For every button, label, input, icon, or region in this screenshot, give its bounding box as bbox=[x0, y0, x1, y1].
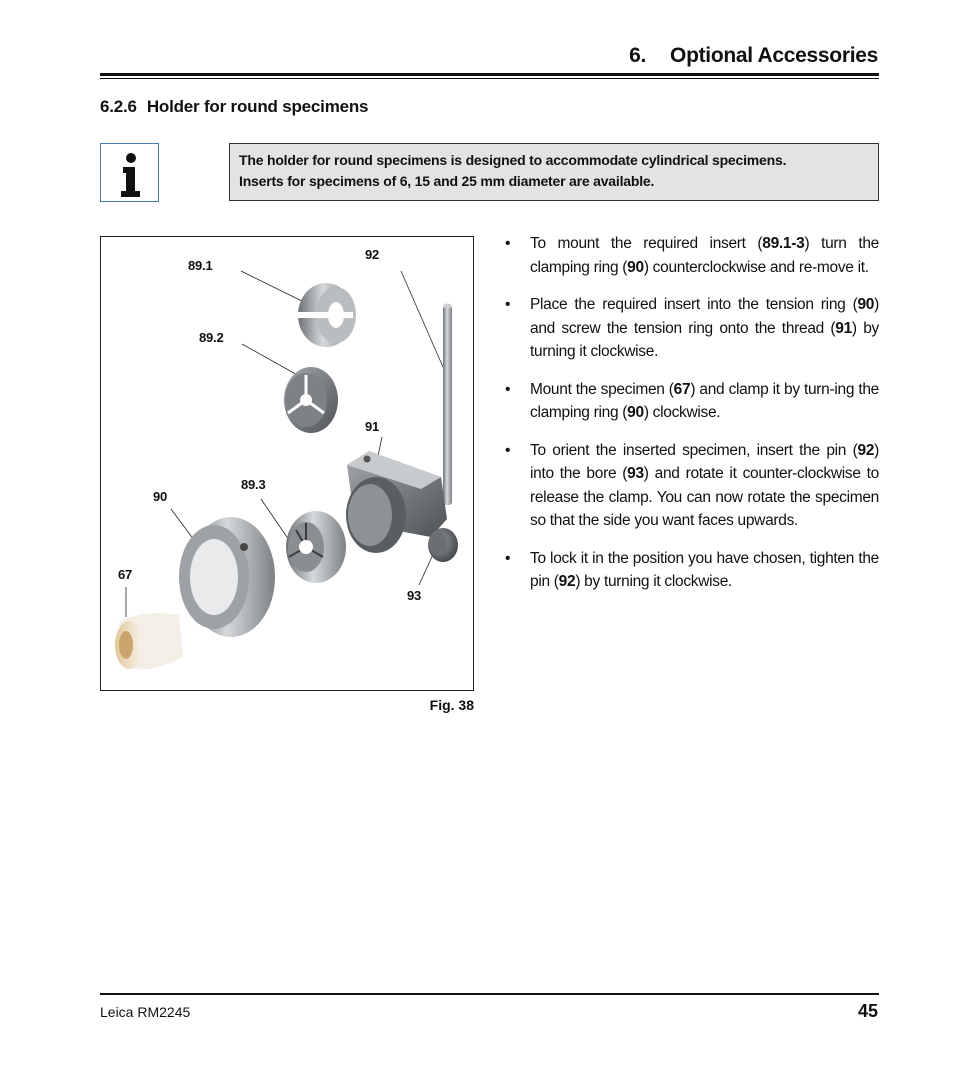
page-number: 45 bbox=[857, 1001, 878, 1021]
chapter-title-text: Optional Accessories bbox=[670, 44, 878, 67]
instruction-text: To lock it in the position you have chosen, tighten the pin ( bbox=[530, 549, 879, 590]
insert-89-1 bbox=[297, 283, 356, 347]
bullet-glyph: • bbox=[505, 441, 511, 459]
instruction-list bbox=[505, 232, 879, 608]
callout-91: 91 bbox=[365, 419, 380, 434]
bullet-glyph: • bbox=[505, 380, 511, 398]
instruction-item bbox=[505, 232, 879, 279]
instruction-text: Place the required insert into the tension ring ( bbox=[530, 296, 858, 313]
chapter-title bbox=[629, 44, 878, 68]
chapter-number: 6. bbox=[629, 44, 647, 67]
header-rule bbox=[100, 73, 879, 76]
reference-number: 89.1-3 bbox=[762, 235, 805, 252]
holder-illustration bbox=[101, 237, 473, 690]
instruction-text: ) turn the clamping ring ( bbox=[530, 235, 879, 276]
tension-ring-90 bbox=[179, 517, 275, 637]
specimen-67 bbox=[115, 613, 183, 669]
info-note-box bbox=[229, 143, 879, 201]
figure-caption: Fig. 38 bbox=[429, 697, 474, 713]
instruction-text: Mount the specimen ( bbox=[530, 380, 674, 398]
instruction-text: ) into the bore ( bbox=[530, 441, 879, 482]
instruction-item bbox=[505, 439, 879, 533]
reference-number: 92 bbox=[558, 573, 576, 590]
bullet-glyph: • bbox=[505, 296, 511, 313]
bullet-glyph: • bbox=[505, 235, 511, 252]
callout-90: 90 bbox=[153, 489, 168, 504]
callout-92: 92 bbox=[365, 247, 380, 262]
reference-number: 90 bbox=[627, 404, 644, 421]
bullet-glyph: • bbox=[505, 549, 511, 567]
instruction-text: To orient the inserted specimen, insert the pin ( bbox=[530, 441, 858, 459]
knob-93 bbox=[428, 528, 458, 562]
info-icon bbox=[100, 143, 159, 202]
leader-lines bbox=[126, 271, 443, 617]
instruction-text: ) by turning it clockwise. bbox=[530, 319, 879, 360]
figure-38 bbox=[100, 236, 474, 691]
section-title: Holder for round specimens bbox=[146, 97, 369, 116]
instruction-text: ) by turning it clockwise. bbox=[575, 573, 733, 590]
callout-89-1: 89.1 bbox=[188, 258, 213, 273]
insert-89-3 bbox=[286, 511, 346, 583]
reference-number: 67 bbox=[673, 380, 691, 398]
pin-92 bbox=[443, 304, 452, 506]
instruction-text: ) and rotate it counter-clockwise to release the clamp. You can now rotate the specimen so that the side you want faces upwards. bbox=[530, 465, 879, 529]
instruction-text: ) clockwise. bbox=[643, 404, 721, 421]
callout-89-2: 89.2 bbox=[199, 330, 224, 345]
footer-rule bbox=[100, 993, 879, 995]
instruction-item bbox=[505, 378, 879, 425]
callout-89-3: 89.3 bbox=[241, 477, 266, 492]
instruction-text: To mount the required insert ( bbox=[530, 235, 763, 252]
instruction-text: ) counterclockwise and re-move it. bbox=[643, 258, 869, 276]
footer-product: Leica RM2245 bbox=[100, 1004, 191, 1020]
header-rule-thin bbox=[100, 78, 879, 79]
insert-89-2 bbox=[284, 367, 338, 433]
reference-number: 90 bbox=[627, 258, 644, 276]
instruction-text: ) and screw the tension ring onto the thread ( bbox=[530, 296, 879, 337]
callout-67: 67 bbox=[118, 567, 133, 582]
info-note-line-2: Inserts for specimens of 6, 15 and 25 mm diameter are available. bbox=[239, 173, 655, 189]
instruction-item bbox=[505, 547, 879, 594]
info-note-line-1: The holder for round specimens is designed to accommodate cylindrical specimens. bbox=[239, 152, 787, 168]
section-number: 6.2.6 bbox=[100, 97, 137, 116]
callout-93: 93 bbox=[407, 588, 422, 603]
section-heading bbox=[100, 97, 368, 117]
instruction-text: ) and clamp it by turn-ing the clamping ring ( bbox=[530, 380, 879, 421]
reference-number: 90 bbox=[857, 296, 875, 313]
reference-number: 92 bbox=[857, 441, 875, 459]
reference-number: 93 bbox=[627, 465, 644, 482]
instruction-item bbox=[505, 293, 879, 364]
reference-number: 91 bbox=[835, 319, 852, 337]
